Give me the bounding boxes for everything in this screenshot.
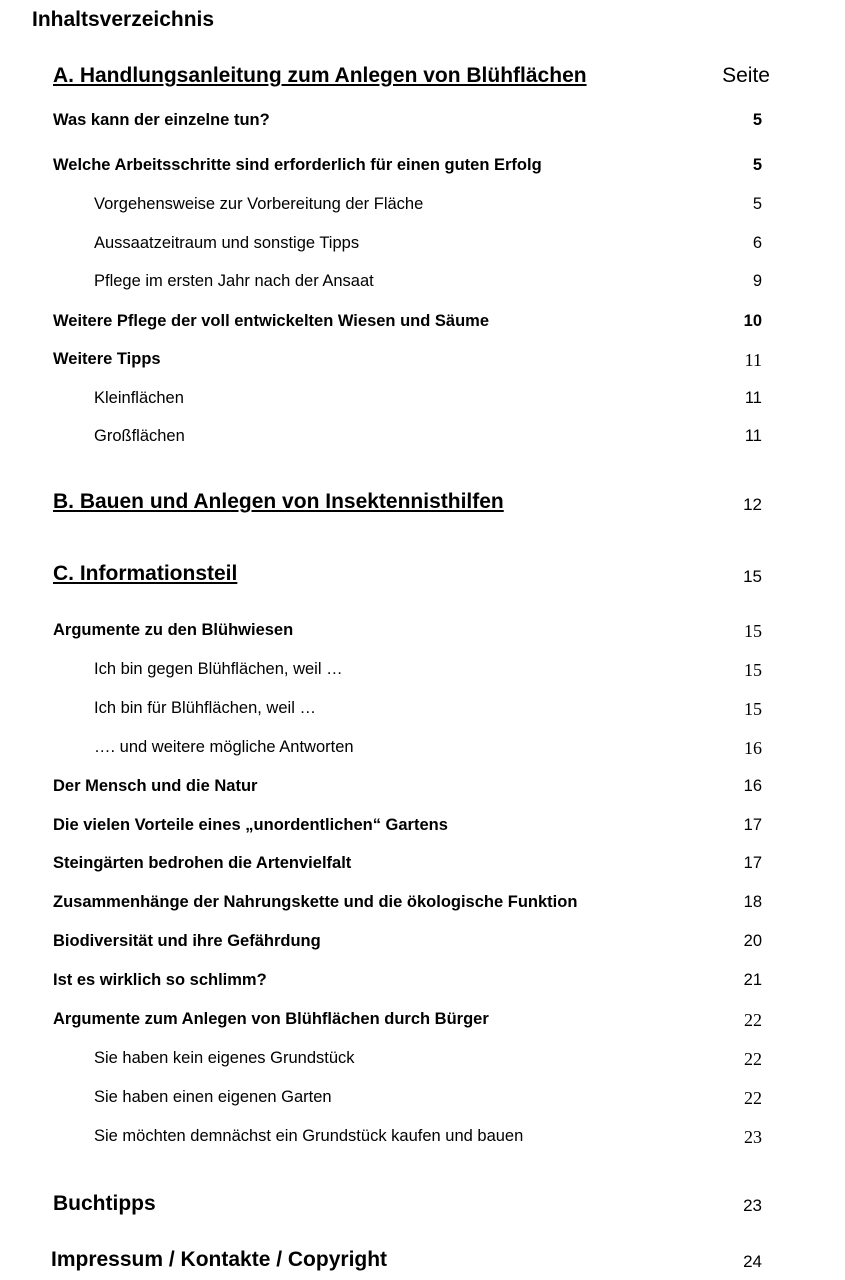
toc-page-number: 5 <box>752 195 762 213</box>
toc-page-number: 11 <box>744 350 762 370</box>
toc-page-number: 20 <box>743 932 762 950</box>
toc-page-number: 23 <box>744 1127 762 1147</box>
toc-label: Buchtipps <box>53 1192 156 1215</box>
toc-label: Vorgehensweise zur Vorbereitung der Fläche <box>94 195 424 213</box>
toc-label: A. Handlungsanleitung zum Anlegen von Blühflächen <box>53 64 587 87</box>
toc-page-number: 22 <box>744 1010 762 1030</box>
toc-page-number: 9 <box>752 272 762 290</box>
toc-page-number: 21 <box>743 971 762 989</box>
toc-page-number: 22 <box>744 1088 762 1108</box>
toc-label: Kleinflächen <box>94 389 184 407</box>
toc-page-number: 15 <box>744 660 762 680</box>
toc-label: Sie haben einen eigenen Garten <box>94 1088 332 1106</box>
toc-label: Argumente zum Anlegen von Blühflächen durch Bürger <box>53 1010 489 1028</box>
seite-header: Seite <box>722 64 770 87</box>
toc-page-number: 23 <box>743 1196 762 1215</box>
toc-label: Weitere Tipps <box>53 350 161 368</box>
toc-label: Zusammenhänge der Nahrungskette und die ökologische Funktion <box>53 893 578 911</box>
toc-page-number: 22 <box>744 1049 762 1069</box>
toc-label: Sie haben kein eigenes Grundstück <box>94 1049 355 1067</box>
toc-label: Steingärten bedrohen die Artenvielfalt <box>53 854 352 872</box>
toc-page-number: 24 <box>743 1252 762 1271</box>
toc-page-number: 18 <box>743 893 762 911</box>
toc-label: Was kann der einzelne tun? <box>53 111 270 129</box>
toc-page-number: 11 <box>744 427 762 445</box>
toc-label: Ich bin für Blühflächen, weil … <box>94 699 316 717</box>
toc-page-number: 15 <box>743 567 762 586</box>
toc-page-number: 16 <box>744 738 762 758</box>
page-title: Inhaltsverzeichnis <box>32 8 215 31</box>
toc-page-number: 15 <box>744 699 762 719</box>
toc-page-number: 6 <box>752 234 762 252</box>
toc-label: …. und weitere mögliche Antworten <box>94 738 354 756</box>
toc-label: Sie möchten demnächst ein Grundstück kaufen und bauen <box>94 1127 524 1145</box>
toc-page-number: 17 <box>743 816 762 834</box>
toc-page-number: 15 <box>744 621 762 641</box>
toc-page-number: 5 <box>752 111 762 129</box>
toc-label: C. Informationsteil <box>53 562 238 585</box>
toc-label: Ich bin gegen Blühflächen, weil … <box>94 660 343 678</box>
toc-label: Ist es wirklich so schlimm? <box>53 971 267 989</box>
toc-label: Biodiversität und ihre Gefährdung <box>53 932 321 950</box>
toc-label: Pflege im ersten Jahr nach der Ansaat <box>94 272 374 290</box>
toc-label: B. Bauen und Anlegen von Insektennisthilfen <box>53 490 504 513</box>
toc-label: Die vielen Vorteile eines „unordentlichen“ Gartens <box>53 816 448 834</box>
toc-page-number: 10 <box>743 312 762 330</box>
toc-page-number: 17 <box>743 854 762 872</box>
toc-label: Impressum / Kontakte / Copyright <box>51 1248 388 1271</box>
toc-label: Welche Arbeitsschritte sind erforderlich für einen guten Erfolg <box>53 156 542 174</box>
toc-page-number: 11 <box>744 389 762 407</box>
toc-label: Argumente zu den Blühwiesen <box>53 621 294 639</box>
toc-label: Aussaatzeitraum und sonstige Tipps <box>94 234 360 252</box>
toc-label: Großflächen <box>94 427 185 445</box>
toc-label: Der Mensch und die Natur <box>53 777 258 795</box>
toc-page-number: 12 <box>743 495 762 514</box>
toc-page-number: 5 <box>752 156 762 174</box>
toc-page-number: 16 <box>743 777 762 795</box>
toc-label: Weitere Pflege der voll entwickelten Wiesen und Säume <box>53 312 490 330</box>
